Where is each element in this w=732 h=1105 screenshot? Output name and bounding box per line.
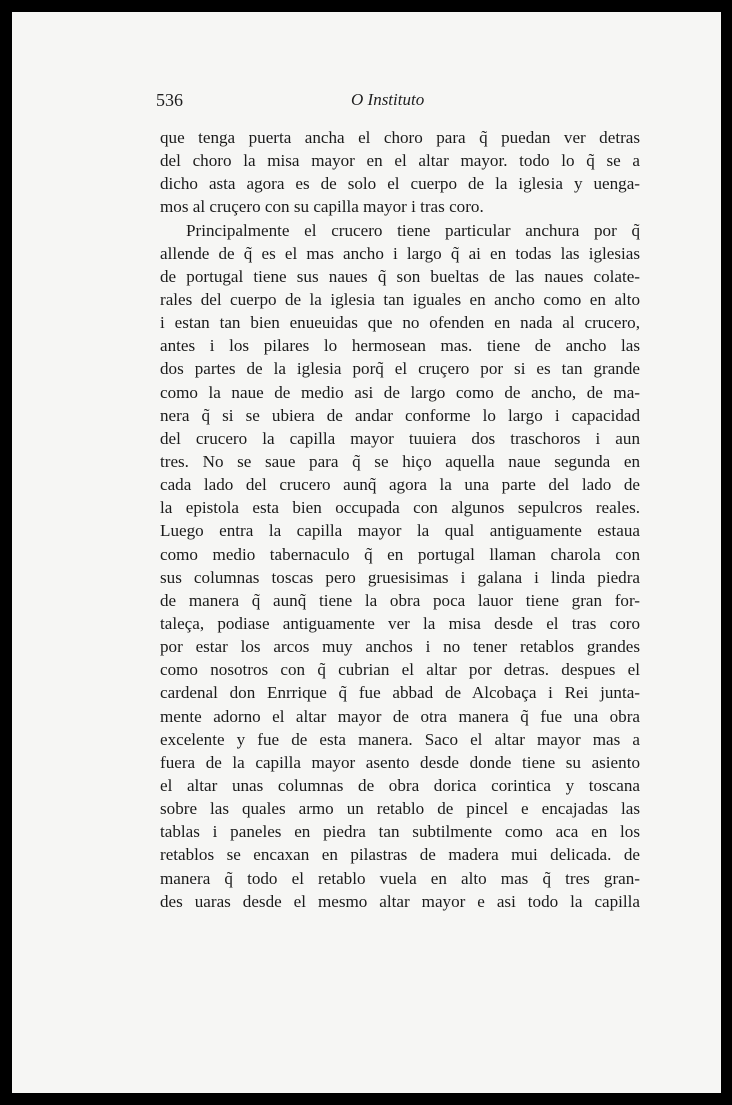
text-line: dicho asta agora es de solo el cuerpo de la iglesia y uenga- <box>160 174 640 194</box>
text-line: des uaras desde el mesmo altar mayor e asi todo la capilla <box>160 891 640 911</box>
page-header <box>12 90 721 114</box>
text-line: dos partes de la iglesia porq̃ el cruçero por si es tan grande <box>160 359 640 379</box>
text-line: tablas i paneles en piedra tan subtilmente como aca en los <box>160 822 640 842</box>
text-line: como medio tabernaculo q̃ en portugal llaman charola con <box>160 544 640 564</box>
text-line: nera q̃ si se ubiera de andar conforme lo largo i capacidad <box>160 405 640 425</box>
text-line: retablos se encaxan en pilastras de madera mui delicada. de <box>160 845 640 865</box>
book-page <box>12 12 721 1093</box>
text-line: manera q̃ todo el retablo vuela en alto mas q̃ tres gran- <box>160 868 640 888</box>
text-line: rales del cuerpo de la iglesia tan iguales en ancho como en alto <box>160 289 640 309</box>
text-line: de portugal tiene sus naues q̃ son bueltas de las naues colate- <box>160 266 640 286</box>
paragraph-start-line: Principalmente el crucero tiene particular anchura por q̃ <box>186 220 640 240</box>
text-line: tres. No se saue para q̃ se hiço aquella naue segunda en <box>160 451 640 471</box>
text-line: excelente y fue de esta manera. Saco el altar mayor mas a <box>160 729 640 749</box>
text-line: el altar unas columnas de obra dorica corintica y toscana <box>160 775 640 795</box>
text-line: mente adorno el altar mayor de otra manera q̃ fue una obra <box>160 706 640 726</box>
page-number: 536 <box>156 90 183 110</box>
text-line: como la naue de medio asi de largo como de ancho, de ma- <box>160 382 640 402</box>
text-line: del crucero la capilla mayor tuuiera dos traschoros i aun <box>160 428 640 448</box>
body-text <box>160 126 640 913</box>
text-line: de manera q̃ aunq̃ tiene la obra poca lauor tiene gran for- <box>160 590 640 610</box>
text-line: sobre las quales armo un retablo de pincel e encajadas las <box>160 799 640 819</box>
text-line: que tenga puerta ancha el choro para q̃ puedan ver detras <box>160 128 640 147</box>
text-line: cada lado del crucero aunq̃ agora la una parte del lado de <box>160 475 640 495</box>
text-line: la epistola esta bien occupada con algunos sepulcros reales. <box>160 498 640 518</box>
text-line: fuera de la capilla mayor asento desde donde tiene su asiento <box>160 752 640 772</box>
text-line: mos al cruçero con su capilla mayor i tras coro. <box>160 197 484 217</box>
text-line: i estan tan bien enueuidas que no ofenden en nada al crucero, <box>160 313 640 333</box>
text-line: allende de q̃ es el mas ancho i largo q̃ ai en todas las iglesias <box>160 243 640 263</box>
text-line: como nosotros con q̃ cubrian el altar por detras. despues el <box>160 660 640 680</box>
text-line: Luego entra la capilla mayor la qual antiguamente estaua <box>160 521 640 541</box>
text-line: taleça, podiase antiguamente ver la misa desde el tras coro <box>160 613 640 633</box>
running-title: O Instituto <box>351 90 425 109</box>
text-line: del choro la misa mayor en el altar mayor. todo lo q̃ se a <box>160 151 640 171</box>
text-line: por estar los arcos muy anchos i no tener retablos grandes <box>160 637 640 657</box>
text-line: antes i los pilares lo hermosean mas. tiene de ancho las <box>160 336 640 356</box>
text-line: cardenal don Enrrique q̃ fue abbad de Alcobaça i Rei junta- <box>160 683 640 703</box>
text-line: sus columnas toscas pero gruesisimas i galana i linda piedra <box>160 567 640 587</box>
